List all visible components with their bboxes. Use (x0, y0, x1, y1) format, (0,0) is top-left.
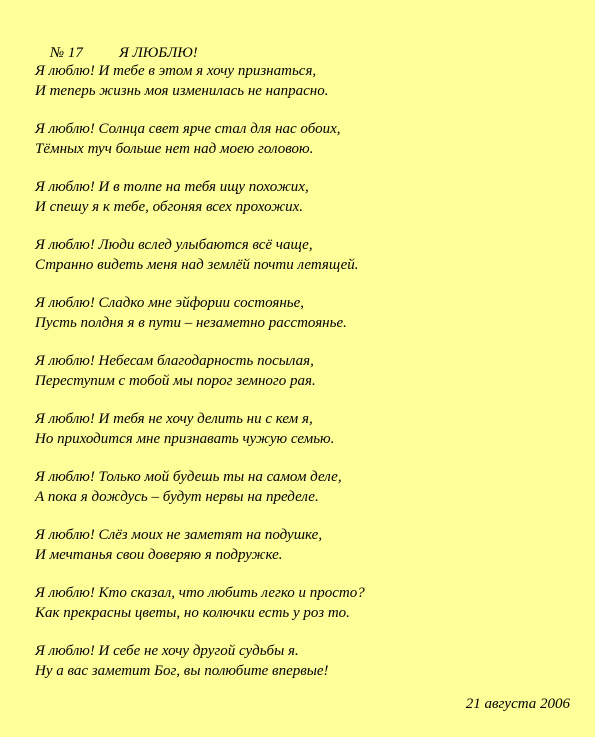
poem-line: Я люблю! Кто сказал, что любить легко и просто? (35, 585, 365, 601)
poem-line: Я люблю! И себе не хочу другой судьбы я. (35, 643, 299, 659)
poem-line: И мечтанья свои доверяю я подружке. (35, 547, 283, 563)
poem-date: 21 августа 2006 (465, 696, 570, 712)
poem-line: Пусть полдня я в пути – незаметно расстоянье. (35, 315, 347, 331)
poem-line: Я люблю! И тебя не хочу делить ни с кем я, (35, 411, 313, 427)
poem-number: № 17 (50, 45, 83, 61)
poem-line: Я люблю! Слёз моих не заметят на подушке, (35, 527, 323, 543)
stanza (35, 235, 580, 275)
poem-line: А пока я дождусь – будут нервы на пределе. (35, 489, 319, 505)
poem-line: И теперь жизнь моя изменилась не напрасно. (35, 83, 329, 99)
stanza (35, 641, 580, 681)
poem-line: Я люблю! И тебе в этом я хочу признаться, (35, 63, 317, 79)
poem-line: Я люблю! Сладко мне эйфории состоянье, (35, 295, 305, 311)
poem-line: И спешу я к тебе, обгоняя всех прохожих. (35, 199, 304, 215)
stanza (35, 177, 580, 217)
poem-header (35, 23, 580, 61)
poem-line: Как прекрасны цветы, но колючки есть у роз то. (35, 605, 350, 621)
stanza (35, 119, 580, 159)
poem-page (35, 23, 580, 699)
poem-body (35, 61, 580, 681)
poem-line: Я люблю! Только мой будешь ты на самом деле, (35, 469, 342, 485)
stanza (35, 583, 580, 623)
poem-line: Я люблю! Небесам благодарность посылая, (35, 353, 314, 369)
stanza (35, 525, 580, 565)
poem-line: Я люблю! И в толпе на тебя ищу похожих, (35, 179, 309, 195)
poem-title: Я ЛЮБЛЮ! (119, 45, 198, 61)
poem-line: Я люблю! Люди вслед улыбаются всё чаще, (35, 237, 313, 253)
poem-line: Переступим с тобой мы порог земного рая. (35, 373, 316, 389)
stanza (35, 61, 580, 101)
stanza (35, 351, 580, 391)
stanza (35, 409, 580, 449)
poem-line: Странно видеть меня над землёй почти летящей. (35, 257, 359, 273)
poem-line: Я люблю! Солнца свет ярче стал для нас обоих, (35, 121, 341, 137)
poem-line: Ну а вас заметит Бог, вы полюбите впервые! (35, 663, 329, 679)
stanza (35, 293, 580, 333)
poem-line: Но приходится мне признавать чужую семью. (35, 431, 335, 447)
stanza (35, 467, 580, 507)
poem-line: Тёмных туч больше нет над моею головою. (35, 141, 314, 157)
